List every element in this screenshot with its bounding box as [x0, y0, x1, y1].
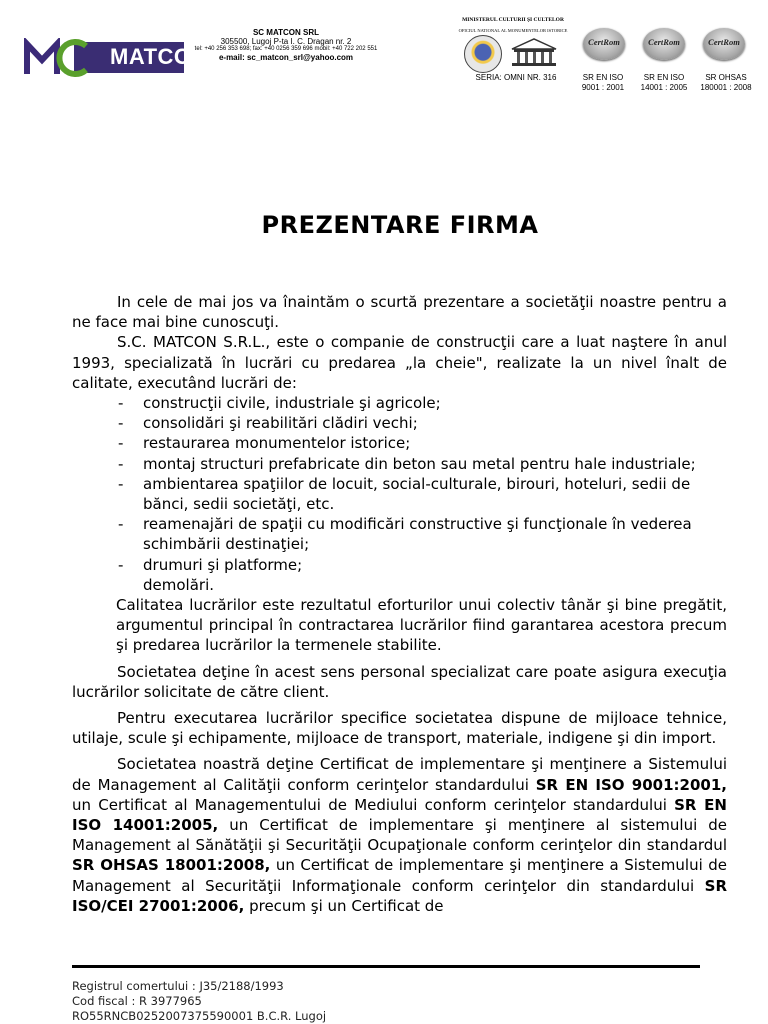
list-dash: - — [118, 454, 124, 473]
certification-version: 9001 : 2001 — [581, 83, 625, 92]
document-body — [72, 292, 727, 916]
certrom-label: CertRom — [648, 37, 680, 47]
service-text: restaurarea monumentelor istorice; — [143, 434, 411, 453]
cert-text: un Certificat de implementare şi menţinere al sistemului de Management al Sănătăţii şi Securităţii Ocupaţionale conform cerinţelor din standardul — [72, 816, 727, 855]
cert-standard: SR EN ISO 9001:2001, — [535, 775, 727, 794]
list-dash: - — [118, 555, 124, 574]
company-paragraph: S.C. MATCON S.R.L., este o companie de construcţii care a luat naştere în anul 1993, specializată în lucrări cu predarea „la cheie", realizate la un nivel înalt de calitate, executând lucrări de: — [72, 333, 727, 392]
mc-monogram — [24, 38, 90, 78]
service-item — [72, 575, 727, 595]
certification-standard: SR EN ISO — [582, 73, 624, 82]
certifications-paragraph — [72, 754, 727, 916]
seal-icon — [464, 35, 502, 73]
cert-text: un Certificat de implementare şi menţinere a Sistemului de Management al Securităţii Informaţionale conform cerinţelor din standardului — [72, 856, 727, 895]
cert-text: Societatea noastră deţine Certificat de implementare şi menţinere a Sistemului de Management al Calităţii conform cerinţelor standardului — [72, 755, 727, 794]
service-item — [72, 474, 727, 514]
cert-standard: SR EN ISO 14001:2005, — [72, 795, 727, 835]
certification-label — [634, 73, 694, 93]
service-item — [72, 454, 727, 474]
bank-account: RO55RNCB0252007375590001 B.C.R. Lugoj — [72, 1008, 327, 1023]
service-item — [72, 555, 727, 575]
ministry-office: OFICIUL NATIONAL AL MONUMENTELOR ISTORICE — [458, 28, 568, 33]
cert-standard: SR OHSAS 18001:2008, — [72, 856, 271, 875]
footer-info — [72, 979, 712, 1023]
list-dash: - — [118, 394, 124, 413]
document-title: PREZENTARE FIRMA — [261, 211, 539, 239]
quality-paragraph: Calitatea lucrărilor este rezultatul eforturilor unui colectiv tânăr şi bine pregătit, argumentul principal în contractarea lucrărilor fiind garantarea acestora precum şi predarea lucrărilor la termenele stabilite. — [116, 596, 727, 655]
company-address: 305500, Lugoj P-ta I. C. Dragan nr. 2 — [220, 37, 352, 47]
staff-paragraph: Societatea deţine în acest sens personal specializat care poate asigura execuţia lucrărilor solicitate de către client. — [72, 662, 727, 701]
certrom-badge-iso14001 — [643, 28, 685, 60]
list-dash: - — [118, 474, 124, 493]
service-text: montaj structuri prefabricate din beton sau metal pentru hale industriale; — [143, 454, 696, 473]
certrom-badge-ohsas — [703, 28, 745, 60]
company-email: e-mail: sc_matcon_srl@yahoo.com — [218, 53, 354, 63]
cert-text: un Certificat al Managementului de Mediului conform cerinţelor standardului — [72, 795, 675, 814]
intro-paragraph: In cele de mai jos va înaintăm o scurtă prezentare a societăţii noastre pentru a ne face mai bine cunoscuţi. — [72, 293, 727, 332]
certification-label — [574, 73, 632, 93]
certrom-badge-iso9001 — [583, 28, 625, 60]
certrom-label: CertRom — [708, 37, 740, 47]
footer-divider — [72, 965, 700, 968]
certification-version: 180001 : 2008 — [700, 83, 752, 92]
logo-wordmark: MATCON — [110, 44, 208, 69]
services-list — [72, 393, 727, 595]
certification-version: 14001 : 2005 — [640, 83, 688, 92]
certrom-label: CertRom — [588, 37, 620, 47]
ministry-emblem — [458, 17, 568, 71]
service-item — [72, 433, 727, 453]
list-dash: - — [118, 515, 124, 534]
company-contacts: tel: +40 256 353 698; fax: +40 0256 359 696 mobil: +40 722 202 551 — [194, 46, 378, 53]
list-dash: - — [118, 414, 124, 433]
company-info — [186, 28, 386, 62]
certification-standard: SR OHSAS — [705, 73, 747, 82]
service-item — [72, 393, 727, 413]
company-logo — [24, 38, 208, 78]
list-dash: - — [118, 434, 124, 453]
service-text: ambientarea spaţiilor de locuit, social-culturale, birouri, hoteluri, sedii de bănci, sedii societăţi, etc. — [143, 474, 691, 514]
cert-standard: SR ISO/CEI 27001:2006, — [72, 876, 727, 915]
service-text: construcţii civile, industriale şi agricole; — [143, 394, 441, 413]
service-text: reamenajări de spaţii cu modificări constructive şi funcţionale în vederea schimbării destinaţiei; — [143, 515, 692, 554]
ministry-graphics — [458, 35, 568, 71]
trade-register: Registrul comertului : J35/2188/1993 — [72, 979, 284, 993]
company-name: SC MATCON SRL — [252, 28, 320, 37]
service-item — [72, 514, 727, 554]
fiscal-code: Cod fiscal : R 3977965 — [72, 993, 202, 1008]
service-text: demolări. — [143, 575, 215, 594]
certification-standard: SR EN ISO — [643, 73, 685, 82]
ministry-title: MINISTERUL CULTURII ŞI CULTELOR — [462, 17, 564, 23]
service-text: consolidări şi reabilitări clădiri vechi; — [143, 414, 418, 433]
service-item — [72, 413, 727, 433]
seria-label: SERIA: OMNI NR. 316 — [475, 73, 557, 82]
service-text: drumuri şi platforme; — [143, 555, 303, 574]
equipment-paragraph: Pentru executarea lucrărilor specifice societatea dispune de mijloace tehnice, utilaje, scule şi echipamente, mijloace de transport, materiale, indigene şi din import. — [72, 709, 727, 748]
monument-building-icon — [508, 37, 560, 67]
cert-text: precum şi un Certificat de — [244, 896, 444, 915]
certification-label — [694, 73, 758, 93]
